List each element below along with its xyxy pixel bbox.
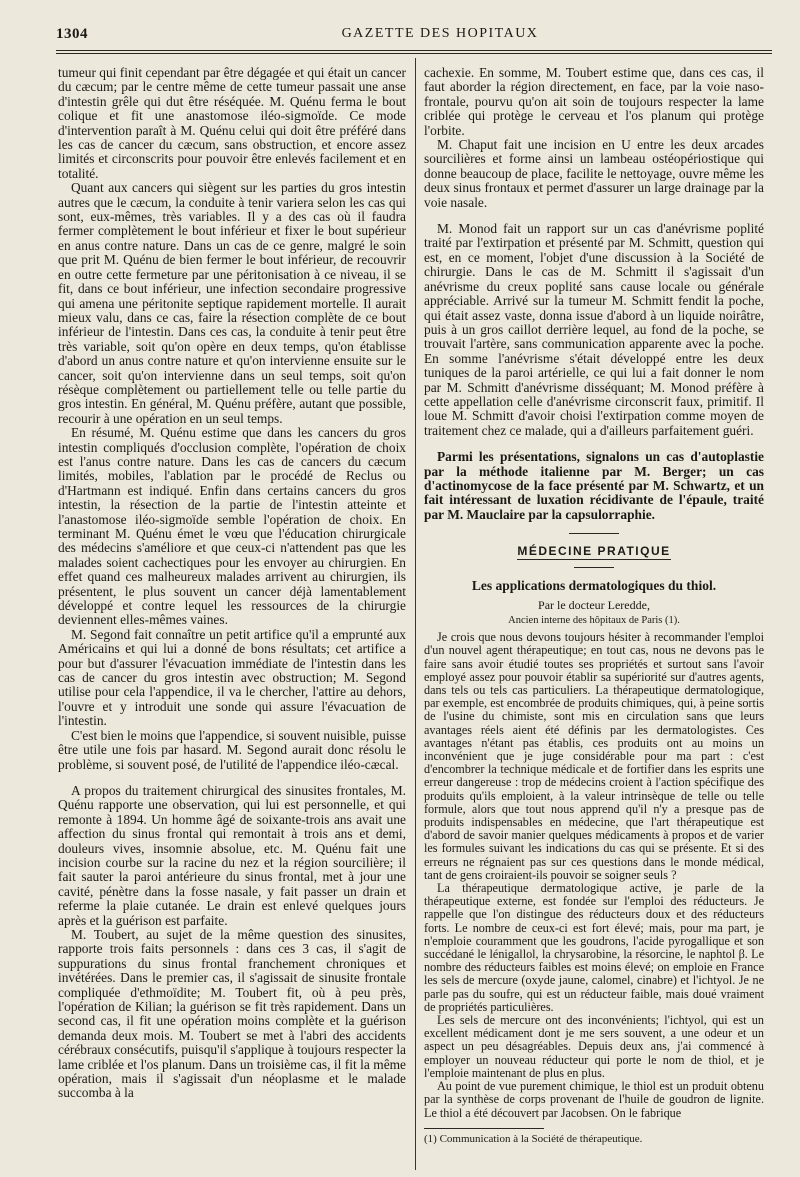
left-column [58, 66, 406, 1172]
paragraph: Quant aux cancers qui siègent sur les parties du gros intestin autres que le cæcum, la conduite à tenir variera selon les cas qui sont, eux-mêmes, très variables. Il y a des cas où il faudra fermer complètement le bout inférieur et fixer le bout supérieur en anus contre nature. Dans un cas de ce genre, malgré le soin que prit M. Quénu de bien fermer le bout inférieur, de recouvrir en outre cette fermeture par une péritonisation à ce niveau, il se fit, dans ce bout inférieur, une infection secondaire progressive qui amena une péritonite septique rapidement mortelle. Il aurait mieux valu, dans ce cas, faire la résection complète de ce bout inférieur de l'intestin. Dans ces cas, la conduite à tenir peut être très variable, soit qu'on opère en deux temps, qu'on établisse d'abord un anus contre nature et qu'on intervienne ensuite sur le cancer, soit qu'on intervienne dans un seul temps, soit qu'on résèque complètement ou partiellement telle ou telle partie du gros intestin. En général, M. Quénu préfère, autant que possible, recourir à une opération en un seul temps. [58, 180, 406, 426]
section-divider [569, 533, 619, 534]
paragraph: C'est bien le moins que l'appendice, si souvent nuisible, puisse être utile une fois par hasard. M. Segond aurait donc résolu le problème, si souvent posé, de l'utilité de l'appendice iléo-cæcal. [58, 727, 406, 772]
article-paragraph: La thérapeutique dermatologique active, je parle de la thérapeutique externe, est fondée sur l'emploi des réducteurs. Je rappelle que l'on distingue des réducteurs doux et des réducteurs forts. Le nombre de ceux-ci est fort élevé; mais, pour ma part, je n'emploie couramment que les goudrons, l'acide pyrogallique et son succédané le lénigallol, la chrysarobine, la résorcine, le naphtol β. Le nombre des réducteurs faibles est moins élevé; on emploie en France les sels de mercure (oxyde jaune, calomel, cinabre) et l'ichtyol. Je ne parle pas du soufre, qui est un réducteur faible, mais doué vraiment de propriétés particulières. [424, 881, 764, 1014]
footnote-rule [424, 1128, 544, 1129]
page-number: 1304 [56, 26, 88, 42]
paragraph: Parmi les présentations, signalons un cas d'autoplastie par la méthode italienne par M. Berger; un cas d'actinomycose de la face présenté par M. Schwartz, et un fait intéressant de luxation récidivante de l'épaule, traité par M. Mauclaire par la capsulorraphie. [424, 449, 764, 522]
paragraph: cachexie. En somme, M. Toubert estime que, dans ces cas, il faut aborder la région directement, en face, par la voie naso-frontale, pourvu qu'on ait soin de toujours respecter la lame criblée qui protège le cerveau et l'os planum qui protège l'orbite. [424, 66, 764, 138]
heading-rule [574, 567, 614, 568]
paragraph: M. Toubert, au sujet de la même question des sinusites, rapporte trois faits personnels : dans ces 3 cas, il s'agit de suppurations du sinus frontal franchement chroniques et invétérées. Dans le premier cas, il s'agissait de sinusite frontale compliquée d'ethmoïdite; M. Toubert fit, où à peu près, l'opération de Kilian; la guérison se fit très rapidement. Dans un second cas, il fit une opération moins complète et la guérison demanda deux mois. M. Toubert se met à l'abri des accidents cérébraux consécutifs, puisqu'il s'applique à toujours respecter la lame criblée et l'os planum. Dans un troisième cas, il fit la même opération, mais il s'agissait d'un néoplasme et le malade succomba à la [58, 926, 406, 1101]
footnote: (1) Communication à la Société de thérapeutique. [424, 1132, 643, 1145]
article-paragraph: Je crois que nous devons toujours hésiter à recommander l'emploi d'un nouvel agent thérapeutique; en tout cas, nous ne devons pas le faire sans avoir étudié toutes ses propriétés et surtout sans l'avoir employé assez pour pouvoir établir sa supériorité sur d'autres agents, dans tels ou tels cas particuliers. La thérapeutique dermatologique, par exemple, est encombrée de produits chimiques, qui, à peine sortis de l'usine du chimiste, sont mis en circulation sans que leurs avantages réels aient été définis par les dermatologistes. Ces avantages n'étant pas établis, ces produits ont au moins un inconvénient que je juge considérable pour ma part : c'est d'encombrer la technique médicale et de fortifier dans les esprits une erreur dangereuse : trop de médecins croient à l'action spécifique des produits qu'ils emploient, à la valeur intrinsèque de telle ou telle formule, alors que tout nous apprend qu'il n'y a presque pas de produits indispensables en médecine, que l'art thérapeutique est d'abord de savoir manier quelques médicaments à propos et de varier les formules suivant les indications du cas qui se présente. Et si des erreurs ne régnaient pas sur ces questions dans le monde médical, tant de gens croiraient-ils pouvoir se soigner seuls ? [424, 630, 764, 882]
header-rule [56, 50, 772, 51]
article-title: Les applications dermatologiques du thiol. [471, 578, 717, 594]
journal-title: GAZETTE DES HOPITAUX [341, 26, 539, 41]
right-column [424, 66, 764, 1172]
paragraph: A propos du traitement chirurgical des sinusites frontales, M. Quénu rapporte une observation, qui lui est personnelle, et qui remonte à 1894. Un homme âgé de soixante-trois ans avait une affection du sinus frontal qui remontait à trois ans et demi, douleurs vives, insomnie absolue, etc. M. Quénu fait une incision courbe sur la racine du nez et la région sourcilière; il fait sauter la paroi antérieure du sinus frontal, met à jour une cavité, pénètre dans la fosse nasale, y fait passer un drain et referme la plaie cutanée. Le drain est enlevé quelques jours après et la guérison est parfaite. [58, 782, 406, 928]
article-author-role: Ancien interne des hôpitaux de Paris (1). [508, 615, 680, 627]
page-header [0, 0, 800, 60]
header-rule-double [56, 53, 772, 54]
paragraph: En résumé, M. Quénu estime que dans les cancers du gros intestin compliqués d'occlusion complète, l'opération de choix est l'anus contre nature. Dans les cas de cancers du cæcum limités, mobiles, l'ablation par le procédé de Reclus ou d'Hartmann est indiqué. Enfin dans certains cancers du gros intestin, la résection de la partie de l'intestin atteinte et l'anastomose iléo-sigmoïde semble l'opération de choix. En terminant M. Quénu émet le vœu que l'éducation chirurgicale des médecins s'améliore et que ceux-ci n'attendent pas que les malades soient cachectiques pour les envoyer au chirurgien. En effet quand ces malheureux malades arrivent au chirurgien, ils présentent, le plus souvent un cancer déjà lamentablement développé et contre lequel les ressources de la chirurgie deviennent elles-mêmes vaines. [58, 425, 406, 628]
article-author: Par le docteur Leredde, [538, 598, 650, 613]
column-divider [415, 58, 416, 1170]
paragraph: M. Chaput fait une incision en U entre les deux arcades sourcilières et forme ainsi un lambeau ostéopériostique qui donne beaucoup de place, facilite le nettoyage, ouvre même les deux sinus frontaux et permet d'assurer un large drainage par la voie nasale. [424, 137, 764, 210]
paragraph: M. Monod fait un rapport sur un cas d'anévrisme poplité traité par l'extirpation et présenté par M. Schmitt, question qui est, en ce moment, l'objet d'une discussion à la Société de chirurgie. Dans le cas de M. Schmitt il s'agissait d'un anévrisme du creux poplité sans cause locale ou générale appréciable. Arrivé sur la tumeur M. Schmitt fendit la poche, qui était assez vaste, donna issue d'abord à un liquide noirâtre, puis à un gros caillot derrière lequel, au fond de la poche, se trouvait l'artère, sans communication apparente avec la poche. En somme l'anévrisme s'était développé entre les deux tuniques de la paroi artérielle, ce qui lui a fait donner le nom par M. Schmitt d'anévrisme disséquant; M. Monod préfère à cette appellation celle d'anévrisme circonscrit faux, primitif. Il loue M. Schmitt d'avoir choisi l'extirpation comme moyen de traitement chez ce malade, qui a d'ailleurs parfaitement guéri. [424, 221, 764, 438]
paragraph: tumeur qui finit cependant par être dégagée et qui était un cancer du cæcum; par le centre même de cette tumeur passait une anse d'intestin grêle qui dut être réséquée. M. Quénu ferma le bout colique et fit une anastomose iléo-sigmoïde. Ce mode d'intervention paraît à M. Quénu celui qui doit être préféré dans les cas de cancer du cæcum, sans obstruction, et encore assez limités et circonscrits pour pouvoir être enlevés facilement et en totalité. [58, 66, 406, 181]
section-heading: MÉDECINE PRATIQUE [517, 544, 671, 559]
article-paragraph: Au point de vue purement chimique, le thiol est un produit obtenu par la synthèse de corps provenant de l'huile de goudron de lignite. Le thiol a été découvert par Jacobsen. On le fabrique [424, 1079, 764, 1120]
article-paragraph: Les sels de mercure ont des inconvénients; l'ichtyol, qui est un excellent médicament dont je me sers souvent, a une odeur et un aspect un peu désagréables. Depuis deux ans, j'ai commencé à employer un nouveau réducteur qui porte le nom de thiol, et je l'emploie maintenant de plus en plus. [424, 1013, 764, 1080]
paragraph: M. Segond fait connaître un petit artifice qu'il a emprunté aux Américains et qui lui a donné de bons résultats; cet artifice a pour but d'assurer l'évacuation immédiate de l'intestin dans les cas de cancer du gros intestin avec obstruction; M. Segond utilise pour cela l'appendice, il va le chercher, l'attire au dehors, l'ouvre et y introduit une sonde qui assure l'évacuation de l'intestin. [58, 626, 406, 729]
